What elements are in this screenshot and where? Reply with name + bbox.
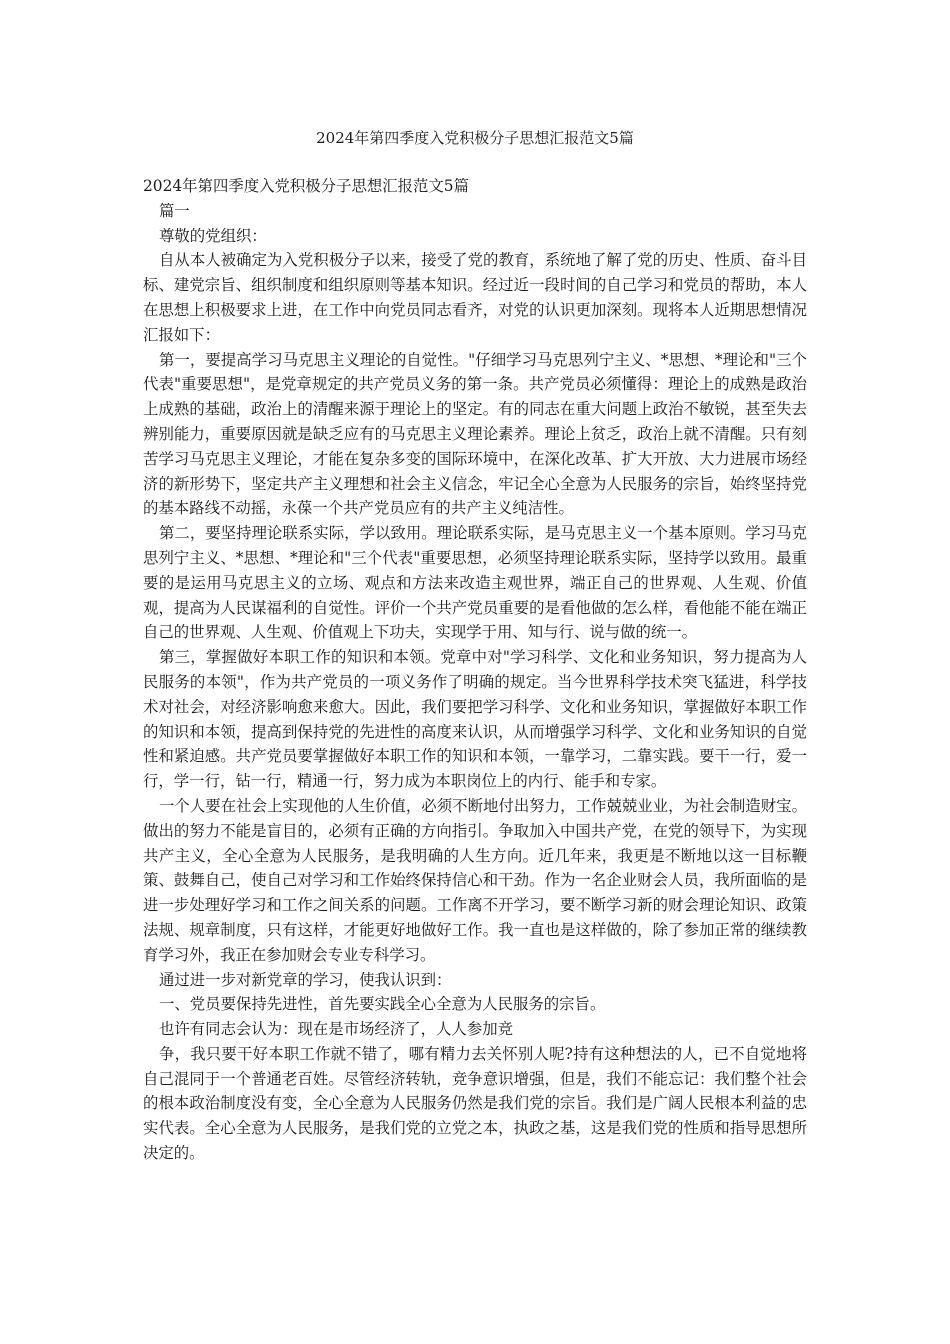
document-subtitle: 2024年第四季度入党积极分子思想汇报范文5篇 [143,177,469,195]
body-paragraph: 第三，掌握做好本职工作的知识和本领。党章中对"学习科学、文化和业务知识，努力提高为人民服务的本领"，作为共产党员的一项义务作了明确的规定。当今世界科学技术突飞猛进，科学技术对社会，对经济影响愈来愈大。因此，我们要把学习科学、文化和业务知识，掌握做好本职工作的知识和本领，提高到保持党的先进性的高度来认识，从而增强学习科学、文化和业务知识的自觉性和紧迫感。共产党员要掌握做好本职工作的知识和本领，一靠学习，二靠实践。要干一行，爱一行，学一行，钻一行，精通一行，努力成为本职岗位上的内行、能手和专家。 [143,648,807,791]
body-paragraph: 自从本人被确定为入党积极分子以来，接受了党的教育，系统地了解了党的历史、性质、奋斗目标、建党宗旨、组织制度和组织原则等基本知识。经过近一段时间的自己学习和党员的帮助，本人在思想上积极要求上进，在工作中向党员同志看齐，对党的认识更加深刻。现将本人近期思想情况汇报如下： [143,251,807,344]
body-paragraph: 第一，要提高学习马克思主义理论的自觉性。"仔细学习马克思列宁主义、*思想、*理论和"三个代表"重要思想"，是党章规定的共产党员义务的第一条。共产党员必须懂得：理论上的成熟是政治上成熟的基础，政治上的清醒来源于理论上的坚定。有的同志在重大问题上政治不敏锐，甚至失去辨别能力，重要原因就是缺乏应有的马克思主义理论素养。理论上贫乏，政治上就不清醒。只有刻苦学习马克思主义理论，才能在复杂多变的国际环境中，在深化改革、扩大开放、大力进展市场经济的新形势下，坚定共产主义理想和社会主义信念，牢记全心全意为人民服务的宗旨，始终坚持党的基本路线不动摇，永葆一个共产党员应有的共产主义纯洁性。 [143,350,807,518]
body-paragraph: 也许有同志会认为：现在是市场经济了，人人参加竞 [159,1020,513,1039]
document-title: 2024年第四季度入党积极分子思想汇报范文5篇 [316,129,634,147]
body-paragraph: 一个人要在社会上实现他的人生价值，必须不断地付出努力，工作兢兢业业，为社会制造财宝。做出的努力不能是盲目的，必须有正确的方向指引。争取加入中国共产党，在党的领导下，为实现共产主义，全心全意为人民服务，是我明确的人生方向。近几年来，我更是不断地以这一目标鞭策、鼓舞自己，使自己对学习和工作始终保持信心和干劲。作为一名企业财会人员，我所面临的是进一步处理好学习和工作之间关系的问题。工作离不开学习，要不断学习新的财会理论知识、政策法规、规章制度，只有这样，才能更好地做好工作。我一直也是这样做的，除了参加正常的继续教育学习外，我正在参加财会专业专科学习。 [143,796,807,964]
body-paragraph: 篇一 [159,201,190,220]
document-body [143,174,807,1166]
body-paragraph: 尊敬的党组织： [159,226,267,245]
body-paragraph: 通过进一步对新党章的学习，使我认识到： [159,970,452,989]
body-paragraph: 一、党员要保持先进性，首先要实践全心全意为人民服务的宗旨。 [159,995,606,1014]
body-paragraph: 第二，要坚持理论联系实际，学以致用。理论联系实际，是马克思主义一个基本原则。学习马克思列宁主义、*思想、*理论和"三个代表"重要思想，必须坚持理论联系实际，坚持学以致用。最重要的是运用马克思主义的立场、观点和方法来改造主观世界，端正自己的世界观、人生观、价值观，提高为人民谋福利的自觉性。评价一个共产党员重要的是看他做的怎么样，看他能不能在端正自己的世界观、人生观、价值观上下功夫，实现学于用、知与行、说与做的统一。 [143,524,807,642]
body-paragraph: 争，我只要干好本职工作就不错了，哪有精力去关怀别人呢?持有这种想法的人，已不自觉地将自己混同于一个普通老百姓。尽管经济转轨，竞争意识增强，但是，我们不能忘记：我们整个社会的根本政治制度没有变，全心全意为人民服务仍然是我们党的宗旨。我们是广阔人民根本利益的忠实代表。全心全意为人民服务，是我们党的立党之本，执政之基，这是我们党的性质和指导思想所决定的。 [143,1044,807,1163]
